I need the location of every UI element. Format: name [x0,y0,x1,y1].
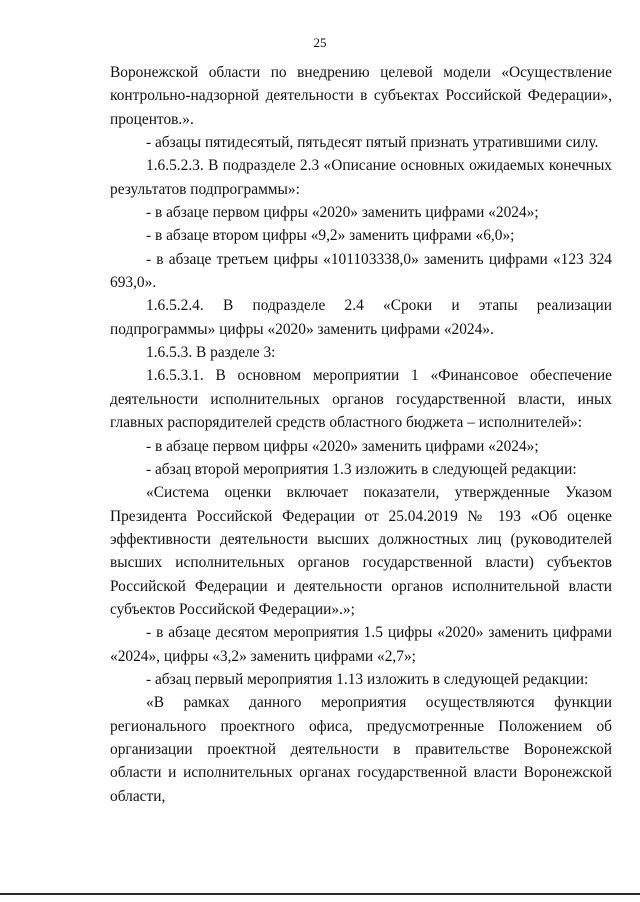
paragraph: «Система оценки включает показатели, утвержденные Указом Президента Российской Федерации от 25.04.2019 № 193 «Об оценке эффективности деятельности высших должностных лиц (руководителей высших исполнительных органов государственной власти) субъектов Российской Федерации и деятельности органов исполнительной власти субъектов Российской Федерации».»; [110,484,612,618]
paragraph: - в абзаце втором цифры «9,2» заменить цифрами «6,0»; [146,227,515,245]
paragraph: - в абзаце десятом мероприятия 1.5 цифры «2020» заменить цифрами «2024», цифры «3,2» заменить цифрами «2,7»; [110,624,612,665]
paragraph: 1.6.5.2.4. В подразделе 2.4 «Сроки и этапы реализации подпрограммы» цифры «2020» заменить цифрами «2024». [110,297,612,338]
paragraph: - в абзаце первом цифры «2020» заменить цифрами «2024»; [146,437,539,455]
scan-edge-line [0,893,640,895]
page-number: 25 [313,35,327,50]
paragraph: - в абзаце первом цифры «2020» заменить цифрами «2024»; [146,204,539,222]
paragraph: - абзац первый мероприятия 1.13 изложить в следующей редакции: [146,670,589,688]
paragraph: «В рамках данного мероприятия осуществляются функции регионального проектного офиса, предусмотренные Положением об организации проектной деятельности в правительстве Воронежской области и исполнительных органах государственной власти Воронежской области, [110,694,612,805]
paragraph: - абзацы пятидесятый, пятьдесят пятый признать утратившими силу. [146,134,599,152]
paragraph: 1.6.5.2.3. В подразделе 2.3 «Описание основных ожидаемых конечных результатов подпрограммы»: [110,157,612,198]
paragraph: - абзац второй мероприятия 1.3 изложить в следующей редакции: [146,460,577,478]
document-body [110,61,612,808]
paragraph: 1.6.5.3.1. В основном мероприятии 1 «Финансовое обеспечение деятельности исполнительных органов государственной власти, иных главных распорядителей средств областного бюджета – исполнителей»: [110,367,612,432]
paragraph: Воронежской области по внедрению целевой модели «Осуществление контрольно-надзорной деятельности в субъектах Российской Федерации», процентов.». [110,64,612,128]
paragraph: 1.6.5.3. В разделе 3: [146,344,276,362]
paragraph: - в абзаце третьем цифры «101103338,0» заменить цифрами «123 324 693,0». [110,250,612,292]
